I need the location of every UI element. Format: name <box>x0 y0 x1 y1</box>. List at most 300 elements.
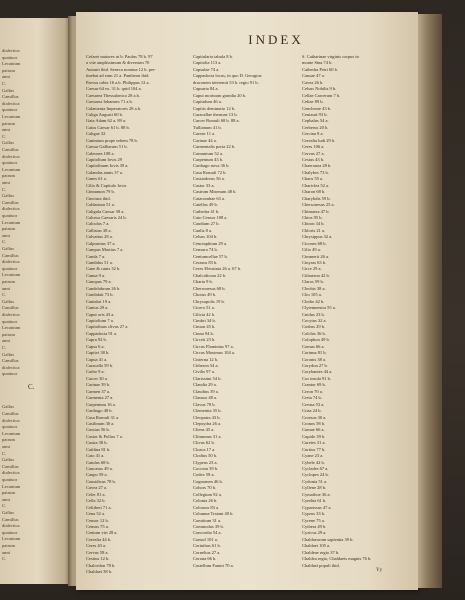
left-page-text: Gallus <box>2 298 14 304</box>
index-entry: Candidati 73 b. <box>86 292 114 298</box>
index-entry: Catacumbae 63 a. <box>193 195 226 201</box>
index-entry: Cronos 58 b. <box>302 420 326 426</box>
left-page-text: Camillus <box>2 252 19 258</box>
left-page-text: patrum <box>2 279 16 284</box>
index-entry: Capitolium Iovis 29 <box>86 157 122 162</box>
index-entry: Commodus 39 b. <box>193 523 224 529</box>
index-entry: Cloaca 17 a. <box>193 446 216 452</box>
index-entry: Cenotaphium 29 a. <box>193 240 228 246</box>
index-entry: Clarissimi 54 b. <box>193 375 222 381</box>
index-entry: Clodius 50 b. <box>193 453 218 459</box>
index-entry: Cantabri 19 a. <box>86 298 112 304</box>
left-page-text: patrum <box>2 331 16 337</box>
index-entry: Clivus 62 b. <box>193 440 215 446</box>
index-entry: Candidus 51 a. <box>86 260 113 265</box>
index-entry: Cybele 42 b. <box>302 459 325 465</box>
signature-mark: Yy <box>376 568 383 573</box>
left-page-text: patrum <box>2 67 16 73</box>
index-entry: Callistus 38 a. <box>86 227 112 233</box>
index-entry: Cumae 66 a. <box>302 427 325 433</box>
index-entry: Corybantes 44 a. <box>302 369 333 375</box>
index-entry: Cyclades 67 a. <box>302 466 329 471</box>
index-entry: Carmentalis porta 22 b. <box>193 144 236 150</box>
index-entry: Cohors 70 b. <box>193 485 217 491</box>
index-entry: Cassiodorus 56 a. <box>193 176 225 182</box>
index-entry: Centum viri 28 a. <box>86 530 118 536</box>
left-page-text: quattuor <box>2 371 18 377</box>
index-entry: Chaldaei populi ibid. <box>302 562 340 568</box>
index-entry: Carinae 44 a. <box>193 137 217 143</box>
index-entry: Colophon 49 b. <box>302 337 330 343</box>
index-entry: Captivi 38 b. <box>86 350 110 356</box>
index-entry: Cisterna 12 b. <box>193 356 219 362</box>
index-entry: Clementia 35 b. <box>193 408 222 414</box>
index-entry: Tullianum 41 b. <box>193 124 222 130</box>
index-entry: Censura 74 b. <box>193 247 218 253</box>
left-page-text: quattuor <box>2 54 18 60</box>
index-entry: Cane & canis 32 b. <box>86 266 121 272</box>
left-page-text: quattuor <box>2 107 18 113</box>
index-entry: Capitolinus clivus 27 a. <box>86 324 129 330</box>
index-entry: Colchis 36 b. <box>302 330 326 336</box>
index-entry: Carcer 30 a. <box>86 375 108 381</box>
index-entry: Clytemnestra 55 a. <box>302 305 336 311</box>
index-entry: Cos insula 91 b. <box>302 375 332 381</box>
left-page-text: Camillus <box>2 94 19 100</box>
index-entry: Cyzicus 29 a. <box>302 530 327 536</box>
index-entry: Cliens 45 a. <box>193 427 215 433</box>
index-entry: Canda 7 a. <box>86 253 106 259</box>
index-entry: Cyprus 33 b. <box>302 511 326 517</box>
left-page-text: dialectica <box>2 470 20 476</box>
index-entry: S. Catharinae virginis corpus in <box>302 54 359 59</box>
index-entry: Cyrene 75 a. <box>302 517 325 523</box>
index-entry: Castor & Pollux 7 a. <box>86 433 123 439</box>
index-entry: Chimaera 47 b. <box>302 208 330 214</box>
left-page-text: Gallus <box>2 193 14 199</box>
index-entry: Columna Traiani 40 b. <box>193 511 234 517</box>
left-page-text: dialectica <box>2 364 20 370</box>
index-entry: Cappadocia 91 a. <box>86 330 118 336</box>
index-entry: Concordia 54 a. <box>193 530 222 536</box>
index-entry: Castra 38 b. <box>86 440 108 446</box>
index-entry: Carnuntum 52 a. <box>193 150 224 156</box>
index-entry: Carmenta 27 a. <box>86 395 114 401</box>
index-entry: Chorus 49 b. <box>193 292 217 298</box>
index-entry: Cilix 49 a. <box>302 247 321 253</box>
index-entry: Cydonia 51 a. <box>302 478 328 484</box>
left-page-text: patrum <box>2 226 16 232</box>
index-entry: Corinthus 61 b. <box>193 543 221 549</box>
index-entry: Ceres 43 a. <box>86 543 107 549</box>
index-entry: Cassius 56 b. <box>86 427 110 433</box>
index-entry: Capra 92 b. <box>86 337 107 343</box>
index-entry: Calculus 7 a. <box>86 221 110 227</box>
index-entry: Casa Romuli 72 b. <box>193 169 227 175</box>
left-page-text: C. <box>2 186 7 192</box>
index-entry: Cilix & Capitulo Iovis <box>86 182 127 188</box>
index-entry: Antonii ibid. Seneca nomina 12 b. per- <box>86 66 156 72</box>
left-page-text: Lecanium <box>2 483 21 489</box>
left-page-letter: C. <box>28 383 35 391</box>
index-entry: Coccum 39 b. <box>193 466 219 471</box>
left-page-text: Camillus <box>2 199 19 205</box>
index-entry: Cinnamon 79 b. <box>86 189 115 195</box>
index-entry: Canna 9 a. <box>86 272 106 278</box>
index-entry: Causae 47 a. <box>302 73 325 79</box>
left-page-text: patrum <box>2 490 16 496</box>
index-entry: Charybdis 59 b. <box>302 195 331 201</box>
index-entry: Celtae 89 b. <box>302 99 324 105</box>
index-entry: Circus Flaminius 97 a. <box>193 343 234 349</box>
index-entry: Catulus 68 b. <box>86 459 110 465</box>
left-page-text: dialectica <box>2 523 20 529</box>
index-entry: Celsus 104 b. <box>193 234 218 240</box>
book-cover-edge <box>418 14 442 588</box>
index-entry: Campus Martius 7 a. <box>86 247 124 253</box>
index-entry: Caracallae thermae 13 b. <box>193 111 238 117</box>
left-page-text: quattuor <box>2 318 18 324</box>
index-entry: Comitium 31 a. <box>193 517 222 523</box>
index-entry: Centumcellae 57 b. <box>193 253 228 259</box>
left-page-text: quattuor <box>2 160 18 166</box>
index-entry: Cicones 68 b. <box>302 240 327 246</box>
left-page-text: Lecanium <box>2 272 21 278</box>
index-entry: Caput mortuum grandia 20 b. <box>193 92 247 98</box>
index-entry: Claudia 29 a. <box>193 382 217 388</box>
index-entry: Canes 61 a. <box>86 176 107 182</box>
index-entry: Caligae 32 <box>86 131 106 137</box>
index-entry: Cilicia 42 b. <box>193 311 216 317</box>
index-entry: Croesus 30 a. <box>302 414 327 420</box>
index-entry: Caesar 64 ex. 31.b. quid 104 a. <box>86 86 142 92</box>
index-entry: Corydon 27 b. <box>302 363 328 368</box>
index-entry: Celer 81 a. <box>86 491 106 497</box>
index-entry: Consul 101 a. <box>193 536 218 542</box>
index-entry: Coronis 38 a. <box>302 356 327 362</box>
index-entry: Cithaeron 42 b. <box>302 272 330 278</box>
index-entry: Cervus 27 a. <box>302 150 325 156</box>
index-entry: Chios 95 b. <box>302 214 323 220</box>
left-page-text: Camillus <box>2 358 19 364</box>
index-entry: Carcer Romuli 68 b. 88 a. <box>193 118 240 124</box>
index-entry: Creon 70 a. <box>302 388 323 394</box>
index-entry: Crisa 24 b. <box>302 408 322 414</box>
left-page-text: Gallus <box>2 140 14 146</box>
index-entry: Codrus 29 b. <box>302 324 326 330</box>
left-page-text: Gallus <box>2 404 14 410</box>
index-entry: Caucasus 49 a. <box>86 466 113 471</box>
index-entry: Clotho 42 b. <box>302 298 325 304</box>
index-entry: Caldarium 51 a. <box>86 202 115 208</box>
index-entry: Capitularia tabula 8 b. <box>193 54 233 59</box>
index-entry: Capsulae 74 a. <box>193 66 220 72</box>
index-entry: Cyclopes 24 b. <box>302 472 329 478</box>
index-entry: Chloris 21 a. <box>302 227 326 233</box>
index-entry: monte Sina 74 b. <box>302 60 333 66</box>
left-page-text: Lecanium <box>2 219 21 225</box>
index-entry: Capitulum 46 a. <box>193 99 222 105</box>
index-entry: Cythera 49 b. <box>302 523 327 529</box>
index-entry: Chaos 55 a. <box>302 176 324 182</box>
index-entry: Cocytus 32 a. <box>302 317 327 323</box>
index-entry: Chaldea regio, Chaldaeis magnis 76 b. <box>302 556 372 562</box>
index-entry: Ceres Eleusinia 26 a. 67 b. <box>193 266 242 272</box>
index-entry: Cymothoe 36 a. <box>302 491 331 497</box>
left-page-text: dialectica <box>2 100 20 106</box>
index-entry: draconem interemit 53 b. regio 91 b. <box>193 79 259 85</box>
index-entry: Caligula Caesar 58 a. <box>86 208 125 214</box>
index-entry: Caudium 27 b. <box>193 221 220 227</box>
index-entry: Caninium prope urbem 78 b. <box>86 137 138 143</box>
index-entry: Claudius 39 a. <box>193 388 219 394</box>
index-entry: Codex 58 a. <box>193 472 215 478</box>
index-entry: Cena 52 a. <box>86 511 106 517</box>
index-entry: Clepsydra 26 a. <box>193 420 222 426</box>
index-entry: Cantus 29 a. <box>86 305 109 311</box>
left-page-text: dialectica <box>2 206 20 212</box>
index-entry: Chaeronea 28 b. <box>302 163 332 169</box>
index-entry: Chaldaeorum sapientia 39 b. <box>302 536 354 542</box>
index-entry: Chaldaei 105 a. <box>302 543 331 549</box>
index-entry: Cnidus 23 b. <box>302 311 325 317</box>
index-entry: Castor 33 a. <box>193 182 215 188</box>
left-page-text: quattuor <box>2 477 18 482</box>
index-entry: Chaldaei 38 b. <box>86 569 113 574</box>
index-entry: Clavus 78 b. <box>193 401 216 407</box>
index-entry: Ceres 106 a. <box>302 144 325 150</box>
left-page-text: C. <box>2 450 7 456</box>
index-entry: Cognomen 46 b. <box>193 478 223 484</box>
index-entry: Circus Maximus 104 a. <box>193 350 235 356</box>
left-page-text: C. <box>2 81 7 86</box>
index-entry: Capsaria 84 a. <box>193 86 219 92</box>
index-entry: Chariclea 52 a. <box>302 182 330 188</box>
index-entry: Cicero 51 a. <box>193 305 215 311</box>
index-entry: Chiron 34 b. <box>302 221 325 227</box>
index-entry: Cupido 39 b. <box>302 433 326 439</box>
index-entry: Clitumnus 31 a. <box>193 433 222 439</box>
left-page-text: patrum <box>2 543 16 548</box>
index-entry: Cleobis 38 a. <box>302 285 326 291</box>
index-entry: Celsus Nobilis 9 b. <box>302 86 337 92</box>
index-column-3 <box>302 54 406 569</box>
index-entry: Cato Censor 108 a. <box>193 214 228 220</box>
index-entry: Creta 74 b. <box>302 395 322 401</box>
index-entry: Cleopatra 43 b. <box>193 414 221 420</box>
left-page-text: anni <box>2 496 10 502</box>
index-entry: Chalcidicum 22 b. <box>193 272 227 278</box>
index-page <box>76 12 418 590</box>
index-entry: Caius Caesar 61 b. 88 b. <box>86 124 130 130</box>
index-entry: Caesarea Thessalonica 28 a.b. <box>86 92 141 98</box>
index-entry: Clypeus 23 a. <box>193 459 218 465</box>
index-entry: Cyllene 28 b. <box>302 485 327 491</box>
index-entry: Cenchreae 43 b. <box>302 105 332 111</box>
index-entry: Capitolium 7 a. <box>86 317 114 323</box>
left-page-text: anni <box>2 180 10 185</box>
left-page-text: patrum <box>2 173 16 179</box>
index-entry: Cerealia ludi 29 b. <box>302 137 336 143</box>
index-entry: Cinyras 63 b. <box>302 260 327 265</box>
index-entry: Cervus 58 a. <box>86 549 109 555</box>
index-entry: Chalybes 73 b. <box>302 169 329 175</box>
index-entry: Cestius 12 b. <box>86 556 110 562</box>
index-entry: Cercina 8 a. <box>302 131 324 137</box>
left-page-text: Camillus <box>2 305 19 311</box>
index-entry: Circe 29 a. <box>302 266 322 272</box>
index-entry: Canopus 79 a. <box>86 279 112 285</box>
index-entry: Cellae Carcerum 7 b. <box>302 92 341 98</box>
index-entry: Cerberus 20 b. <box>302 124 329 130</box>
index-entry: Cynthia 61 b. <box>302 498 327 504</box>
index-entry: Cestus 43 b. <box>302 157 325 162</box>
index-entry: Charta 9 b. <box>193 279 213 285</box>
index-entry: Carthago 48 b. <box>86 408 113 414</box>
left-page-text: quattuor <box>2 529 18 535</box>
index-column-2 <box>193 54 297 569</box>
index-entry: Corinna 81 b. <box>302 350 327 356</box>
index-entry: Crantor 69 b. <box>302 382 326 388</box>
left-page-text: C. <box>2 345 7 350</box>
left-page-text: dialectica <box>2 48 20 53</box>
left-page-text: anni <box>2 444 10 449</box>
index-entry: Cella 32 b. <box>86 498 106 504</box>
left-page-text: Gallus <box>2 246 14 251</box>
index-entry: tinebat ad eum 21 a. Pantheon ibid. <box>86 73 150 79</box>
left-page-text: anni <box>2 127 10 133</box>
left-page-text: Gallus <box>2 457 14 463</box>
index-entry: Casilinum 30 a. <box>86 420 115 426</box>
index-entry: Cerasus 83 b. <box>193 260 218 265</box>
index-entry: Candelabrum 26 b. <box>86 285 121 291</box>
index-entry: Careae 11 a. <box>193 131 216 137</box>
index-column-1 <box>86 54 190 575</box>
left-page-text: dialectica <box>2 259 20 265</box>
index-entry: Calpurnius 37 a. <box>86 240 116 246</box>
index-entry: Catellus 49 b. <box>193 202 218 208</box>
index-entry: Cefarei maiores ut b. Paulus 78 b. 97 <box>86 54 153 59</box>
index-entry: Cappadocia locus, in quo D. Georgius <box>193 73 262 79</box>
index-entry: Calamenta Imperatores 28 a.b. <box>86 105 142 111</box>
index-entry: Carinae 39 b. <box>86 382 111 388</box>
index-entry: Citheron 54 a. <box>193 363 219 368</box>
index-entry: Corona 66 b. <box>193 556 217 562</box>
index-entry: Caput oris 43 a. <box>86 311 115 317</box>
left-page-text: Lecanium <box>2 430 21 436</box>
index-entry: Centauri 93 b. <box>302 111 328 117</box>
index-entry: Chersonesus 25 a. <box>302 202 335 208</box>
index-entry: Curetes 31 a. <box>302 440 326 446</box>
index-entry: Cavea 27 a. <box>86 485 108 491</box>
index-entry: Caesar Galliarum 51 b. <box>86 144 128 150</box>
index-entry: Capua 41 a. <box>86 356 108 362</box>
index-entry: Carthago nova 36 b. <box>193 163 230 169</box>
left-page-text: anni <box>2 232 10 238</box>
left-page-text: dialectica <box>2 417 20 423</box>
index-entry: Carpentum 16 a. <box>86 401 116 407</box>
index-entry: Census 75 a. <box>86 523 109 529</box>
index-entry: Colonia 26 b. <box>193 498 218 504</box>
index-entry: Cyane 23 a. <box>302 453 324 459</box>
index-entry: Cimbri 34 b. <box>193 317 216 323</box>
index-entry: Colossus 83 a. <box>193 504 220 510</box>
left-page-text: Lecanium <box>2 114 21 119</box>
left-page-text: patrum <box>2 437 16 443</box>
index-entry: Civilis 97 a. <box>193 369 215 375</box>
index-entry: Caleones 108 a. <box>86 150 115 156</box>
index-entry: Cherronesus 68 b. <box>193 285 226 291</box>
index-entry: Capitis deminutio 12 b. <box>193 105 236 111</box>
index-entry: Cavea 26 b. <box>302 79 324 85</box>
left-page-text: dialectica <box>2 153 20 159</box>
left-page-text: quattuor <box>2 424 18 430</box>
index-entry: Caulis 8 a. <box>193 227 213 233</box>
index-entry: Castrum Misenum 48 b. <box>193 189 237 195</box>
index-entry: a vite amplissimum & diversum 70 <box>86 60 150 66</box>
index-entry: Clio 105 a. <box>302 292 322 298</box>
index-entry: Circeii 23 b. <box>193 337 216 343</box>
index-entry: Cimon 45 b. <box>193 324 216 330</box>
index-entry: Calvatius 28 a. <box>86 234 113 240</box>
index-entry: Creusa 53 a. <box>302 401 325 407</box>
index-entry: Claros 59 b. <box>302 279 324 285</box>
left-page-text: Camillus <box>2 516 19 522</box>
index-entry: Curtius 77 b. <box>302 446 326 452</box>
index-entry: Calandas annis 37 a. <box>86 169 123 175</box>
index-entry: Comus 66 a. <box>302 343 325 349</box>
index-entry: Carpentum 43 b. <box>193 157 224 162</box>
left-page-text: Camillus <box>2 463 19 469</box>
left-page-text: Camillus <box>2 411 19 416</box>
index-entry: Catilina 81 b. <box>86 446 111 452</box>
index-entry: Cathedra Petri 60 b. <box>302 66 338 72</box>
index-entry: Cimmerii 26 a. <box>302 253 330 259</box>
index-entry: Cato 41 a. <box>86 453 105 459</box>
index-entry: Charon 68 b. <box>302 189 326 195</box>
index-entry: Censor 12 b. <box>86 517 109 523</box>
index-entry: Gaia Adam 62 a. 89 a. <box>86 118 127 124</box>
index-entry: Chaldeae regio 37 b. <box>302 549 340 555</box>
left-page-text: quattuor <box>2 265 18 271</box>
left-page-text: Lecanium <box>2 325 21 331</box>
index-entry: Cerealia 44 b. <box>86 536 112 542</box>
index-entry: Capitolia 113 a. <box>193 60 222 66</box>
index-entry: Cornelius 27 a. <box>193 549 221 555</box>
left-page-text: Camillus <box>2 147 19 152</box>
left-page-text: Gallus <box>2 510 14 515</box>
index-entry: Capsa 6 a. <box>86 343 105 349</box>
index-entry: Castellum Fannii 70 a. <box>193 562 234 568</box>
index-entry: Celtiberi 71 a. <box>86 504 112 510</box>
left-page-text: C. <box>2 133 7 139</box>
index-entry: Caesarea Iohannes 71 a.b. <box>86 99 133 105</box>
left-page-text: quattuor <box>2 213 18 218</box>
page-title: INDEX <box>248 32 304 47</box>
left-page-text: anni <box>2 285 10 291</box>
index-entry: Collegium 92 a. <box>193 491 222 497</box>
left-page-text: dialectica <box>2 312 20 317</box>
index-entry: Capitolinum Iovis 39 a. <box>86 163 129 169</box>
index-entry: Cephalus 54 a. <box>302 118 329 124</box>
index-entry: Clausus 48 a. <box>193 395 218 401</box>
index-entry: Caupo 59 a. <box>86 472 108 478</box>
left-page-text: anni <box>2 338 10 344</box>
left-page-edge <box>0 18 70 584</box>
index-entry: Chalcedon 78 b. <box>86 562 116 568</box>
left-page-text: Lecanium <box>2 61 21 67</box>
index-entry: Caracalla 59 b. <box>86 363 114 368</box>
